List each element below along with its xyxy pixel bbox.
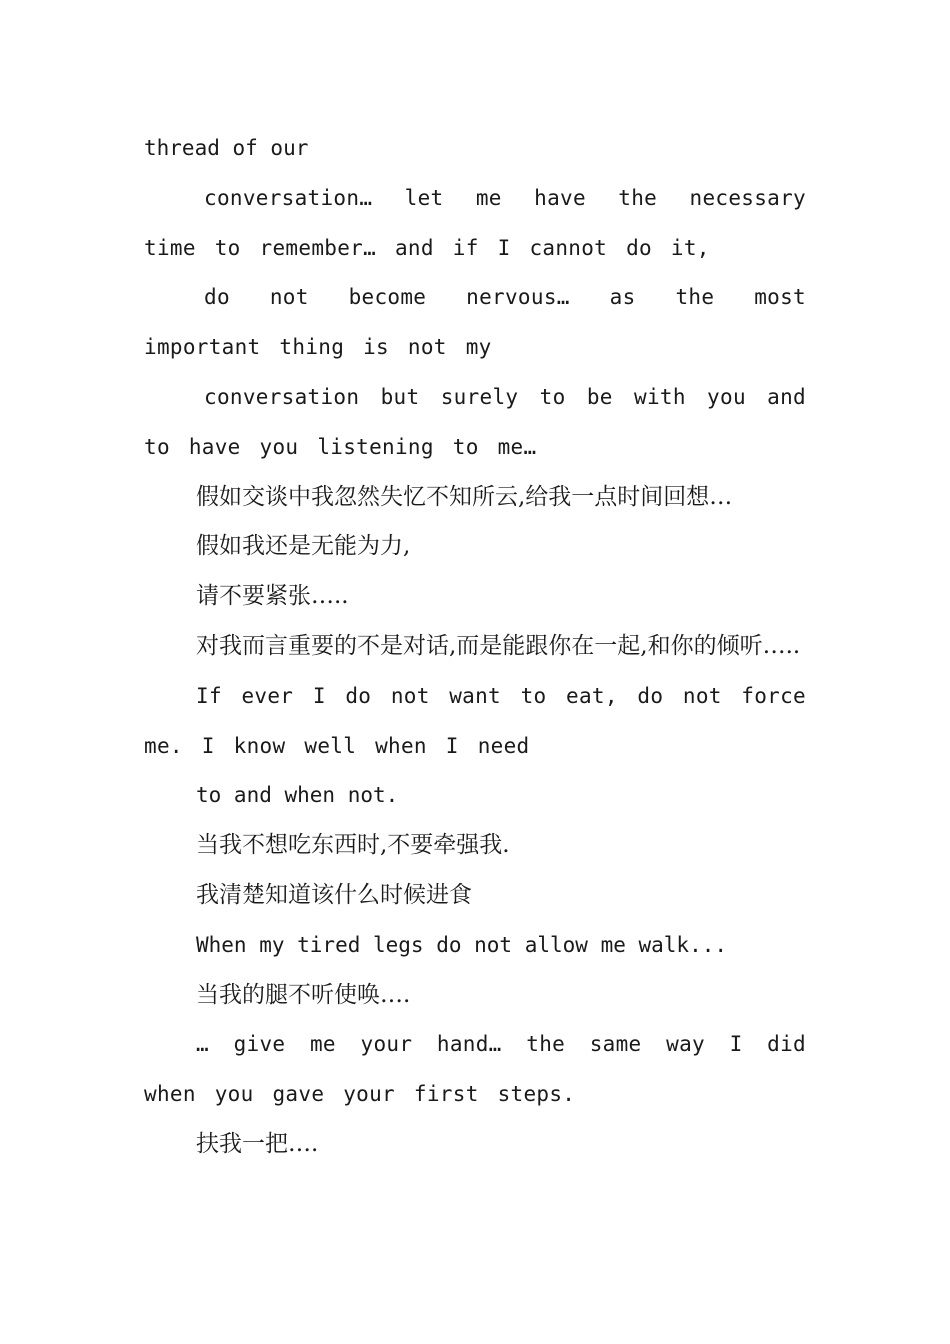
paragraph-conversation-remember: conversation… let me have the necessary time to remember… and if I cannot do it, [144, 185, 806, 260]
paragraph-cn-not-eat: 当我不想吃东西时,不要牵强我. [196, 832, 510, 859]
document-body [144, 124, 806, 1170]
paragraph-cn-powerless: 假如我还是无能为力, [196, 533, 411, 560]
paragraph-thread-of-our: thread of our [144, 136, 309, 160]
paragraph-cn-help-me: 扶我一把…. [196, 1130, 319, 1157]
paragraph-cn-legs: 当我的腿不听使唤…. [196, 981, 411, 1008]
paragraph-cn-know-when-eat: 我清楚知道该什么时候进食 [196, 881, 472, 908]
paragraph-do-not-become-nervous: do not become nervous… as the most important thing is not my [144, 285, 806, 360]
paragraph-tired-legs: When my tired legs do not allow me walk... [196, 932, 728, 957]
paragraph-conversation-with-you: conversation but surely to be with you and to have you listening to me… [144, 384, 806, 459]
paragraph-do-not-force-me: If ever I do not want to eat, do not force me. I know well when I need [144, 683, 806, 758]
paragraph-cn-important: 对我而言重要的不是对话,而是能跟你在一起,和你的倾听….. [196, 632, 801, 659]
paragraph-to-and-when-not: to and when not. [196, 783, 399, 808]
paragraph-cn-not-nervous: 请不要紧张….. [196, 583, 349, 610]
paragraph-cn-forget: 假如交谈中我忽然失忆不知所云,给我一点时间回想… [196, 483, 733, 510]
paragraph-give-me-your-hand: … give me your hand… the same way I did when you gave your first steps. [144, 1032, 806, 1107]
